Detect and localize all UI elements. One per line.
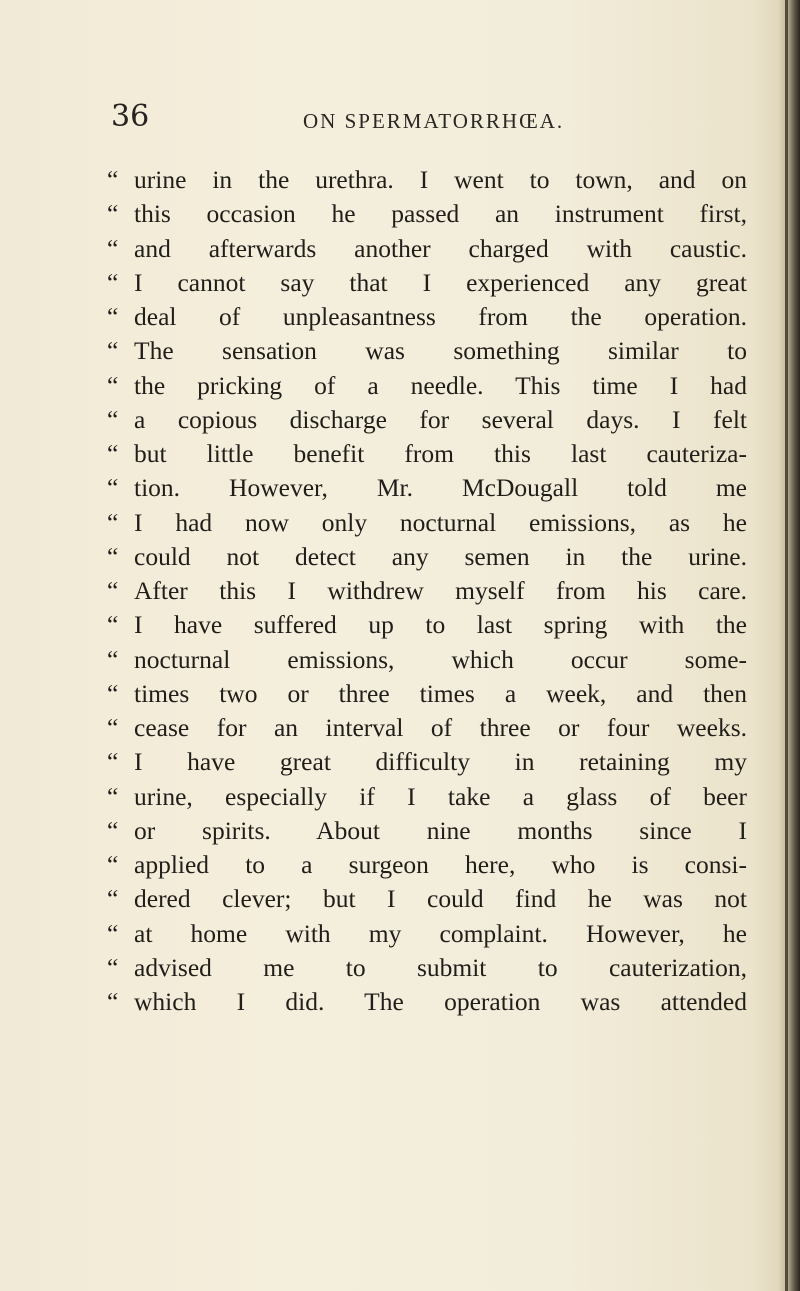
quotation-mark: “ bbox=[107, 987, 119, 1016]
text-line bbox=[107, 199, 747, 233]
text-line bbox=[107, 371, 747, 405]
text-line bbox=[107, 953, 747, 987]
body-text bbox=[107, 165, 747, 1021]
line-text: urine, especially if I take a glass of beer bbox=[134, 781, 747, 811]
page-number: 36 bbox=[111, 99, 150, 134]
line-text: cease for an interval of three or four weeks. bbox=[134, 713, 747, 742]
line-text: this occasion he passed an instrument first, bbox=[134, 199, 747, 229]
line-text: applied to a surgeon here, who is consi- bbox=[134, 850, 747, 879]
text-line bbox=[107, 713, 747, 747]
line-text: the pricking of a needle. This time I had bbox=[134, 370, 747, 400]
line-text: deal of unpleasantness from the operation. bbox=[134, 302, 747, 331]
page-edge-line bbox=[785, 0, 788, 1291]
line-text: I have suffered up to last spring with the bbox=[134, 610, 747, 640]
text-line bbox=[107, 645, 747, 679]
line-text: but little benefit from this last cauteriza- bbox=[134, 439, 747, 468]
text-line bbox=[107, 679, 747, 713]
text-line bbox=[107, 542, 747, 576]
text-line bbox=[107, 919, 747, 953]
quotation-mark: “ bbox=[107, 610, 119, 640]
quotation-mark: “ bbox=[107, 302, 119, 331]
quotation-mark: “ bbox=[107, 815, 119, 845]
quotation-mark: “ bbox=[107, 370, 119, 400]
quotation-mark: “ bbox=[107, 747, 119, 777]
line-text: and afterwards another charged with caustic. bbox=[134, 233, 747, 263]
line-text: advised me to submit to cauterization, bbox=[134, 952, 747, 982]
line-text: After this I withdrew myself from his care. bbox=[134, 576, 747, 605]
text-line bbox=[107, 816, 747, 850]
quotation-mark: “ bbox=[107, 713, 119, 742]
text-line bbox=[107, 884, 747, 918]
quotation-mark: “ bbox=[107, 884, 119, 914]
quotation-mark: “ bbox=[107, 267, 119, 297]
line-text: a copious discharge for several days. I felt bbox=[134, 404, 747, 434]
quotation-mark: “ bbox=[107, 644, 119, 674]
line-text: tion. However, Mr. McDougall told me bbox=[134, 473, 747, 503]
quotation-mark: “ bbox=[107, 781, 119, 811]
page-edge-shadow bbox=[778, 0, 800, 1291]
line-text: could not detect any semen in the urine. bbox=[134, 541, 747, 571]
page-header bbox=[0, 99, 800, 149]
quotation-mark: “ bbox=[107, 850, 119, 879]
text-line bbox=[107, 747, 747, 781]
text-line bbox=[107, 850, 747, 884]
line-text: or spirits. About nine months since I bbox=[134, 815, 747, 845]
quotation-mark: “ bbox=[107, 507, 119, 537]
text-line bbox=[107, 782, 747, 816]
line-text: I have great difficulty in retaining my bbox=[134, 747, 747, 777]
line-text: The sensation was something similar to bbox=[134, 336, 747, 366]
line-text: which I did. The operation was attended bbox=[134, 987, 747, 1016]
text-line bbox=[107, 576, 747, 610]
quotation-mark: “ bbox=[107, 576, 119, 605]
text-line bbox=[107, 473, 747, 507]
quotation-mark: “ bbox=[107, 336, 119, 366]
line-text: at home with my complaint. However, he bbox=[134, 918, 747, 948]
line-text: urine in the urethra. I went to town, and on bbox=[134, 165, 747, 194]
text-line bbox=[107, 165, 747, 199]
text-line bbox=[107, 439, 747, 473]
text-line bbox=[107, 268, 747, 302]
quotation-mark: “ bbox=[107, 404, 119, 434]
quotation-mark: “ bbox=[107, 165, 119, 194]
line-text: times two or three times a week, and then bbox=[134, 678, 747, 708]
text-line bbox=[107, 405, 747, 439]
line-text: dered clever; but I could find he was not bbox=[134, 884, 747, 914]
line-text: I cannot say that I experienced any great bbox=[134, 267, 747, 297]
text-line bbox=[107, 336, 747, 370]
quotation-mark: “ bbox=[107, 678, 119, 708]
text-line bbox=[107, 508, 747, 542]
quotation-mark: “ bbox=[107, 541, 119, 571]
text-line bbox=[107, 987, 747, 1021]
text-line bbox=[107, 610, 747, 644]
text-line bbox=[107, 302, 747, 336]
quotation-mark: “ bbox=[107, 473, 119, 503]
quotation-mark: “ bbox=[107, 199, 119, 229]
running-head: ON SPERMATORRHŒA. bbox=[303, 109, 565, 133]
line-text: nocturnal emissions, which occur some- bbox=[134, 644, 747, 674]
quotation-mark: “ bbox=[107, 952, 119, 982]
quotation-mark: “ bbox=[107, 918, 119, 948]
text-line bbox=[107, 234, 747, 268]
quotation-mark: “ bbox=[107, 439, 119, 468]
line-text: I had now only nocturnal emissions, as he bbox=[134, 507, 747, 537]
quotation-mark: “ bbox=[107, 233, 119, 263]
